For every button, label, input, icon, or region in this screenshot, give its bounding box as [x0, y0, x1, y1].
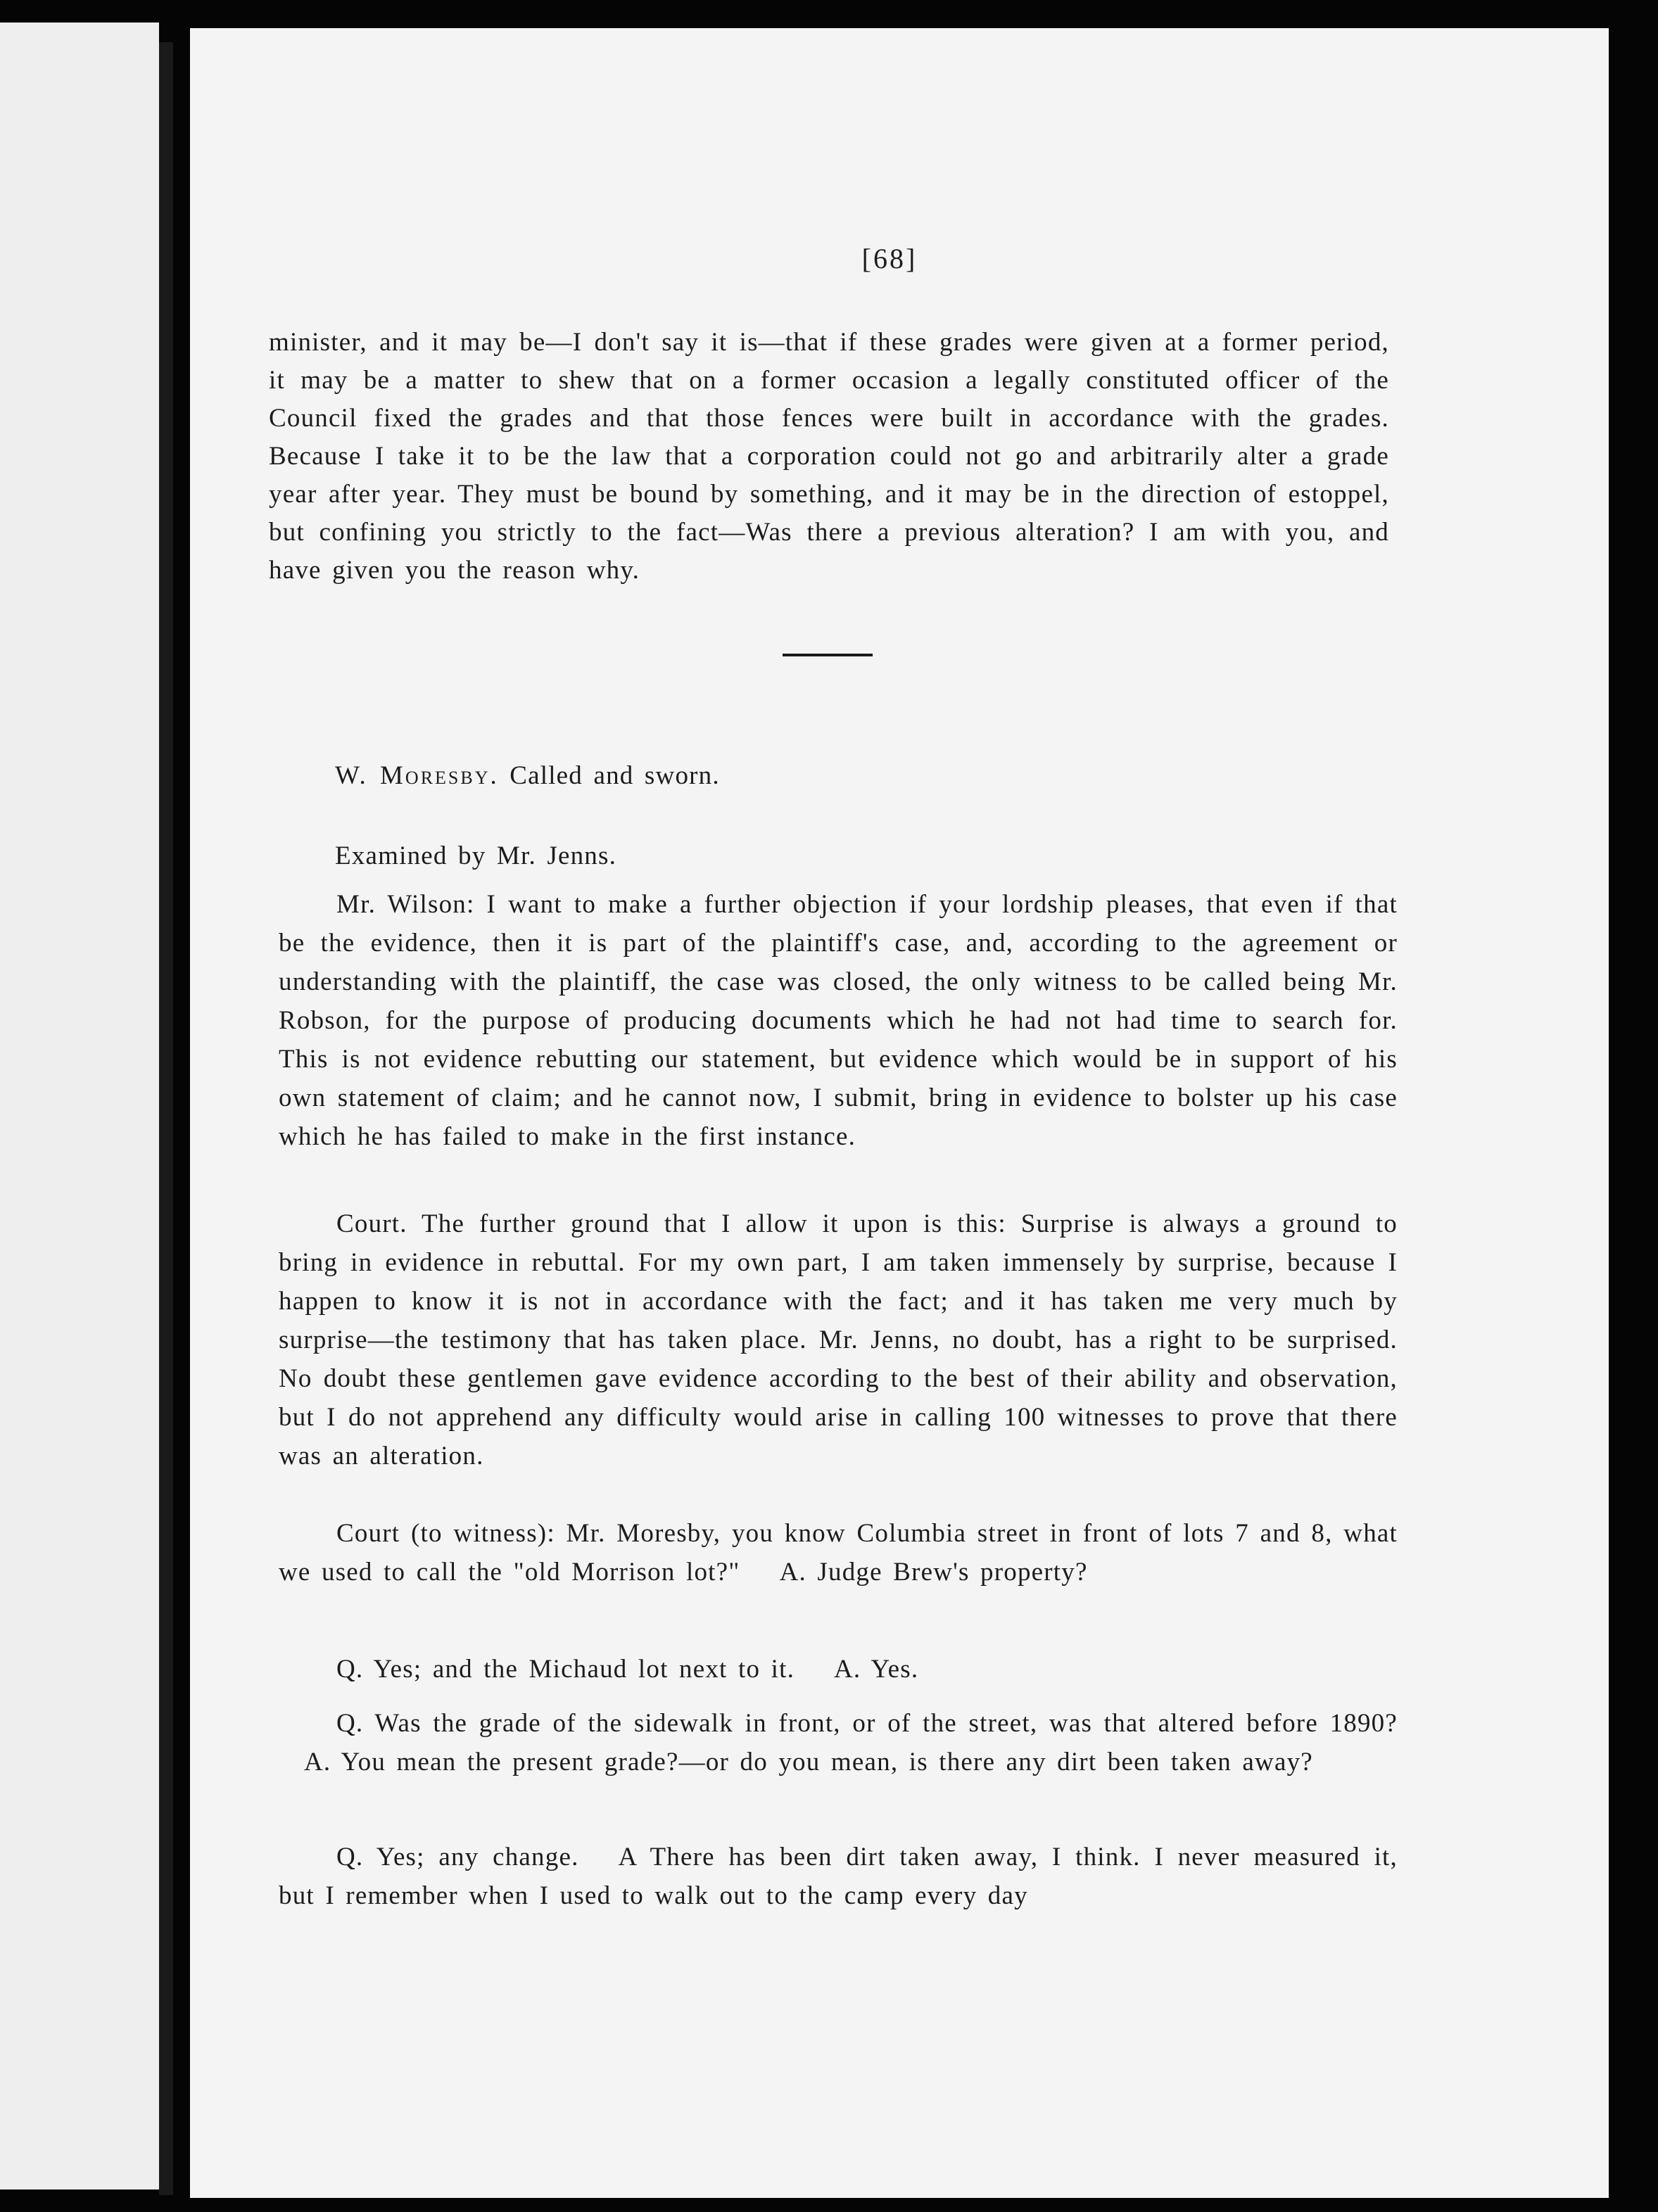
examined-by: Examined by Mr. Jenns. — [335, 841, 617, 870]
facing-page-edge — [0, 23, 159, 2189]
page-number: [68] — [861, 243, 918, 274]
qa-paragraph-1 — [279, 1650, 1398, 1689]
binding-shadow — [159, 42, 173, 2195]
qa-paragraph-2 — [279, 1704, 1398, 1781]
intro-paragraph: minister, and it may be—I don't say it is—that if these grades were given at a former period, it may be a matter to shew that on a former occasion a legally constituted officer of the Council fixed the grades and that those fences were built in accordance with the grades. Because I take it to be the law that a corporation could not go and arbitrarily alter a grade year after year. They must be bound by something, and it may be in the direction of estoppel, but confining you strictly to the fact—Was there a previous alteration? I am with you, and have given you the reason why. — [269, 328, 1389, 585]
answer-text: A There has been dirt taken away, I think. I never measured it, but I remember when I used to walk out to the camp every day — [279, 1843, 1398, 1910]
witness-name: W. Moresby. — [335, 761, 499, 790]
qa-paragraph-3 — [279, 1838, 1398, 1915]
court-to-witness-paragraph — [279, 1514, 1398, 1591]
question-text: Q. Yes; and the Michaud lot next to it. — [336, 1655, 795, 1684]
section-divider — [783, 654, 873, 656]
document-page — [190, 28, 1609, 2198]
wilson-objection-paragraph: Mr. Wilson: I want to make a further objection if your lordship pleases, that even if that be the evidence, then it is part of the plaintiff's case, and, according to the agreement or understanding with the plaintiff, the case was closed, the only witness to be called being Mr. Robson, for the purpose of producing documents which he had not had time to search for. This is not evidence rebutting our statement, but evidence which would be in support of his own statement of claim; and he cannot now, I submit, bring in evidence to bolster up his case which he has failed to make in the first instance. — [279, 890, 1398, 1151]
court-ruling-paragraph: Court. The further ground that I allow it upon is this: Surprise is always a ground to bring in evidence in rebuttal. For my own part, I am taken immensely by surprise, because I happen to know it is not in accordance with the fact; and it has taken me very much by surprise—the testimony that has taken place. Mr. Jenns, no doubt, has a right to be surprised. No doubt these gentlemen gave evidence according to the best of their ability and observation, but I do not apprehend any difficulty would arise in calling 100 witnesses to prove that there was an alteration. — [279, 1209, 1398, 1470]
answer-text: A. You mean the present grade?—or do you mean, is there any dirt been taken away? — [304, 1748, 1313, 1776]
witness-heading — [335, 757, 720, 795]
question-text: Q. Was the grade of the sidewalk in front, or of the street, was that altered before 1890? — [336, 1709, 1398, 1738]
answer-text: A. Yes. — [834, 1655, 919, 1684]
answer-text: A. Judge Brew's property? — [779, 1558, 1088, 1587]
question-text: Court (to witness): Mr. Moresby, you know Columbia street in front of lots 7 and 8, what we used to call the "old Morrison lot?" — [279, 1519, 1398, 1587]
witness-status: Called and sworn. — [510, 761, 720, 790]
question-text: Q. Yes; any change. — [336, 1843, 579, 1871]
